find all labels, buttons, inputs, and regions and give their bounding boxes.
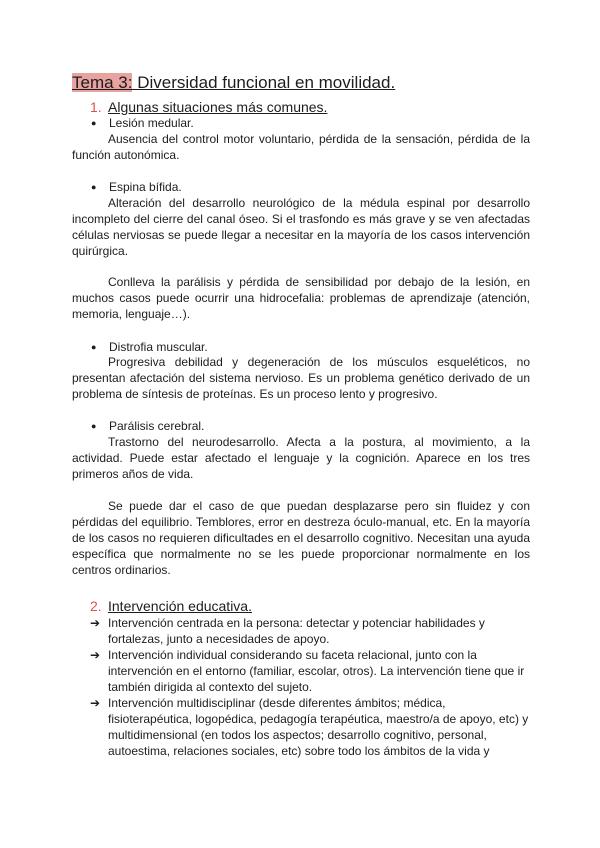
- section-title: Intervención educativa.: [108, 598, 252, 614]
- bullet-item: [91, 179, 182, 195]
- bullet-label: Distrofia muscular.: [109, 340, 208, 354]
- bullet-icon: ●: [91, 182, 97, 192]
- list-item: [90, 615, 530, 647]
- bullet-label: Lesión medular.: [109, 116, 194, 130]
- paragraph: Alteración del desarrollo neurológico de la médula espinal por desarrollo incompleto del cierre del canal óseo. Si el trasfondo es más grave y se ven afectadas células nerviosas se puede llegar a necesitar en la mayoría de los casos intervención quirúrgica.: [72, 196, 530, 258]
- section-heading-1: [90, 98, 327, 116]
- section-title: Algunas situaciones más comunes.: [108, 99, 328, 115]
- paragraph: Trastorno del neurodesarrollo. Afecta a la postura, al movimiento, a la actividad. Puede estar afectado el lenguaje y la cognición. Aparece en los tres primeros años de vida.: [72, 435, 530, 481]
- bullet-icon: ●: [91, 118, 97, 128]
- paragraph: Se puede dar el caso de que puedan desplazarse pero sin fluidez y con pérdidas del equilibrio. Temblores, error en destreza óculo-manual, etc. En la mayoría de los casos no requieren dificultades en el desarrollo cognitivo. Necesitan una ayuda específica que normalmente no se les puede proporcionar normalmente en los centros ordinarios.: [72, 499, 530, 577]
- arrow-icon: ➔: [90, 616, 101, 630]
- bullet-icon: ●: [91, 421, 97, 431]
- list-item-text: Intervención centrada en la persona: detectar y potenciar habilidades y fortalezas, junto a necesidades de apoyo.: [108, 616, 485, 646]
- arrow-icon: ➔: [90, 648, 101, 662]
- paragraph: Ausencia del control motor voluntario, pérdida de la sensación, pérdida de la función autonómica.: [72, 132, 530, 162]
- paragraph: Progresiva debilidad y degeneración de los músculos esqueléticos, no presentan afectación del sistema nervioso. Es un problema genético derivado de un problema de síntesis de proteínas. Es un proceso lento y progresivo.: [72, 355, 530, 401]
- list-item: [90, 695, 530, 759]
- section-number: 1.: [90, 99, 102, 115]
- paragraph: Conlleva la parálisis y pérdida de sensibilidad por debajo de la lesión, en muchos casos puede ocurrir una hidrocefalia: problemas de aprendizaje (atención, memoria, lenguaje…).: [72, 275, 530, 321]
- list-item-text: Intervención multidisciplinar (desde diferentes ámbitos; médica, fisioterapéutica, logopédica, pedagogía terapéutica, maestro/a de apoyo, etc) y multidimensional (en todos los aspectos; desarrollo cognitivo, personal, autoestima, relaciones sociales, etc) sobre todo los ámbitos de la vida y: [108, 696, 529, 758]
- bullet-item: [91, 339, 208, 355]
- bullet-label: Espina bífida.: [109, 180, 182, 194]
- bullet-item: [91, 115, 194, 131]
- title-highlight: Tema 3:: [72, 73, 133, 92]
- title-text: Diversidad funcional en movilidad.: [132, 73, 396, 92]
- bullet-item: [91, 418, 204, 434]
- section-number: 2.: [90, 598, 102, 614]
- list-item-text: Intervención individual considerando su faceta relacional, junto con la intervención en el entorno (familiar, escolar, otros). La intervención tiene que ir también dirigida al contexto del sujeto.: [108, 648, 525, 694]
- section-heading-2: [90, 597, 252, 615]
- bullet-icon: ●: [91, 342, 97, 352]
- bullet-label: Parálisis cerebral.: [109, 419, 205, 433]
- document-title: [72, 72, 395, 94]
- arrow-icon: ➔: [90, 696, 101, 710]
- list-item: [90, 647, 530, 695]
